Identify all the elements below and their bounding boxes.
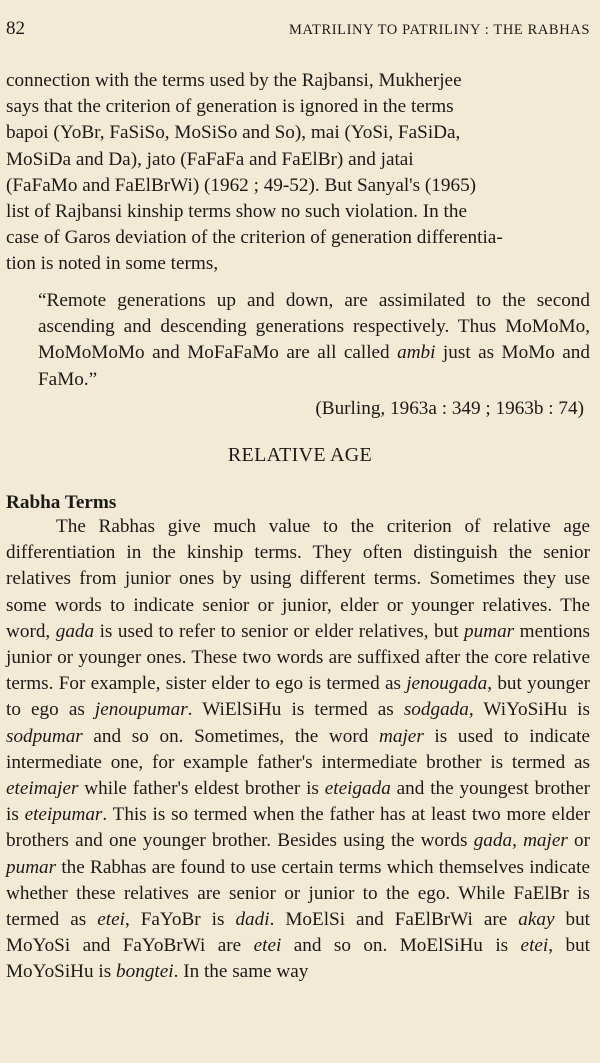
quote-text: “Remote generations up and down, are assimilated to the second ascending and descending generations respectively. Thus MoMoMo, MoMoMoMo and MoFaFaMo are all called [38,290,590,364]
kinship-term: pumar [464,620,515,642]
kinship-term: dadi [235,909,270,931]
quote-citation: (Burling, 1963a : 349 ; 1963b : 74) [315,398,584,419]
p2-text-run: , WiYoSiHu is [468,699,590,721]
p2-text-run: and so on. MoElSiHu is [281,935,521,957]
running-head [6,18,590,46]
section-heading: RELATIVE AGE [227,444,373,466]
kinship-term: jenoupumar [94,699,188,721]
kinship-term: sodgada [403,699,469,721]
p2-text-run: . This is so termed when the father has at least two more elder brothers and one younger brother. Besides using the words [6,804,590,852]
p1-line: says that the criterion of generation is ignored in the terms [6,96,454,118]
p1-line: MoSiDa and Da), jato (FaFaFa and FaElBr) and jatai [6,148,414,170]
p1-line: connection with the terms used by the Rajbansi, Mukherjee [6,70,462,91]
kinship-term: etei [97,909,125,931]
p1-line: bapoi (YoBr, FaSiSo, MoSiSo and So), mai (YoSi, FaSiDa, [6,122,461,144]
p2-text-run: . MoElSi and FaElBrWi are [269,909,519,931]
kinship-term: etei [253,935,282,957]
p1-line: (FaFaMo and FaElBrWi) (1962 ; 49-52). But Sanyal's (1965) [6,174,477,196]
p2-text-run: , but younger to ego as [6,673,590,721]
p2-text-run: , FaYoBr is [124,909,236,931]
paragraph-1 [6,68,590,278]
kinship-term: eteigada [324,778,391,800]
block-quote [38,288,590,393]
kinship-term: eteimajer [6,778,79,800]
kinship-term: etei [520,935,549,957]
p2-text-run: or [567,830,591,852]
p2-text-run: while father's eldest brother is [78,778,325,800]
kinship-term: gada [55,620,95,642]
p1-line: list of Rajbansi kinship terms show no such violation. In the [6,201,467,223]
page-number: 82 [6,18,25,39]
p2-text-run: . In the same way [173,961,309,983]
p1-line: case of Garos deviation of the criterion of generation differentia- [6,227,503,249]
paragraph-2 [6,514,590,986]
kinship-term: eteipumar [24,804,103,826]
p2-text-run: and so on. Sometimes, the word [82,725,380,747]
p1-line: tion is noted in some terms, [6,253,219,275]
p2-text-run: the Rabhas are found to use certain terms which themselves indicate whether these relatives are senior or junior to the ego. While FaElBr is termed as [6,856,590,931]
kinship-term: majer [379,725,424,747]
p2-text-run: but MoYoSi and FaYoBrWi are [6,909,590,957]
sub-heading: Rabha Terms [6,492,117,513]
running-title: MATRILINY TO PATRILINY : THE RABHAS [289,22,590,38]
kinship-term: pumar [6,856,57,878]
kinship-term: sodpumar [6,725,83,747]
p2-text-run: is used to indicate intermediate one, for example father's intermediate brother is termed as [6,725,591,773]
p2-text-run: , [512,830,524,852]
p2-text-run: . WiElSiHu is termed as [187,699,404,721]
p2-text-run: The Rabhas give much value to the criterion of relative age differentiation in the kinship terms. They often distinguish the senior relatives from junior ones by using different terms. Sometimes they use some words to indicate senior or junior, elder or younger relatives. The word, [6,516,590,642]
quote-term-ambi: ambi [397,342,436,364]
kinship-term: akay [518,909,555,931]
kinship-term: majer [523,830,568,852]
p2-text-run: mentions junior or younger ones. These two words are suffixed after the core relative terms. For example, sister elder to ego is termed as [6,620,590,695]
kinship-term: jenougada [406,673,488,695]
kinship-term: bongtei [116,961,174,983]
quote-text-end: just as MoMo and FaMo.” [38,342,590,390]
kinship-term: gada [473,830,513,852]
p2-text-run: , but MoYoSiHu is [6,935,590,983]
p2-text-run: and the youngest brother is [6,778,590,826]
p2-text-run: is used to refer to senior or elder relatives, but [94,620,465,642]
